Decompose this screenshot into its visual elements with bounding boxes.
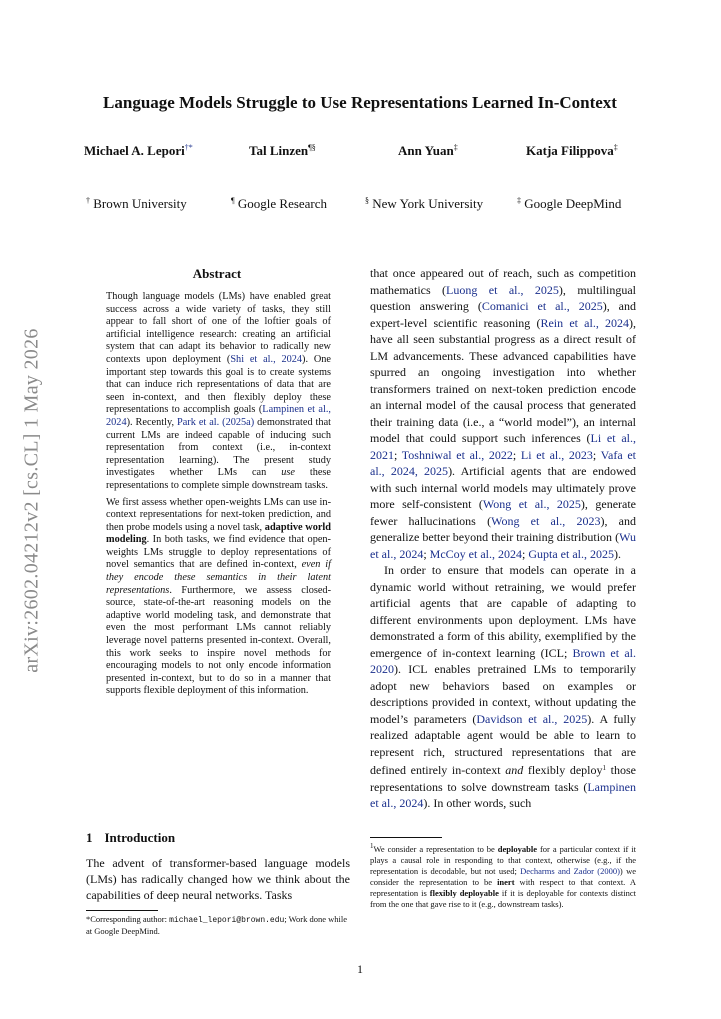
abstract-body bbox=[106, 291, 331, 702]
abstract-paragraph: Though language models (LMs) have enabled great success across a wide variety of tasks, they still appear to fall short of one of the loftier goals of artificial intelligence research: creating an artificial system that can adapt its behavior to radically new contexts upon deployment (Shi et al., 2024). One important step towards this goal is to create systems that can induce rich representations of data that are seen in-context, and then flexibly deploy these representations to accomplish goals (Lampinen et al., 2024). Recently, Park et al. (2025a) demonstrated that current LMs are indeed capable of inducing such representation from context (i.e., in-context representation learning). The present study investigates whether LMs can use these representations to complete simple downstream tasks. bbox=[106, 291, 331, 491]
citation-link[interactable]: McCoy et al., 2024 bbox=[429, 546, 522, 561]
citation-link[interactable]: Li et al., 2021 bbox=[370, 431, 636, 462]
email-address: michael_lepori@brown.edu bbox=[169, 916, 285, 925]
citation-link[interactable]: Luong et al., 2025 bbox=[446, 282, 559, 297]
affiliation: † Brown University bbox=[86, 196, 187, 211]
citation-link[interactable]: Vafa et al., 2024, 2025 bbox=[370, 447, 636, 478]
footnote-rule bbox=[370, 837, 442, 838]
citation-link[interactable]: Davidson et al., 2025 bbox=[476, 711, 588, 726]
author: Ann Yuan‡ bbox=[398, 143, 458, 158]
paper-title: Language Models Struggle to Use Representations Learned In-Context bbox=[103, 93, 617, 112]
citation-link[interactable]: Shi et al., 2024 bbox=[230, 353, 303, 365]
abstract-heading: Abstract bbox=[192, 266, 242, 281]
footnote-rule bbox=[86, 910, 158, 911]
author: Katja Filippova‡ bbox=[526, 143, 618, 158]
citation-link[interactable]: Wong et al., 2025 bbox=[482, 497, 581, 511]
citation-link[interactable]: Decharms and Zador (2000) bbox=[520, 866, 620, 876]
abstract-paragraph: We first assess whether open-weights LMs can use in-context representations for next-token prediction, and then probe models using a novel task, adaptive world modeling. In both tasks, we find evidence that open-weights LMs struggle to deploy representations of novel semantics that are defined in-context, even if they encode these semantics in their latent representations. Furthermore, we assess closed-source, state-of-the-art reasoning models on the adaptive world modeling task, and demonstrate that even the most performant LMs cannot reliably leverage novel patterns presented in-context. Overall, this work seeks to inspire novel methods for encouraging models to not only encode information presented in-context, but to do so in a manner that supports flexible deployment of this information. bbox=[106, 496, 332, 697]
right-column-body bbox=[370, 265, 636, 812]
footnote-marker[interactable]: 1 bbox=[602, 764, 607, 772]
author: Tal Linzen¶§ bbox=[249, 143, 316, 158]
section-heading: 1 Introduction bbox=[86, 830, 176, 845]
citation-link[interactable]: Wu et al., 2024 bbox=[370, 530, 636, 561]
citation-link[interactable]: Comanici et al., 2025 bbox=[481, 299, 603, 313]
citation-link[interactable]: Brown et al. 2020 bbox=[370, 645, 636, 676]
arxiv-id-text: arXiv:2602.04212v2 [cs.CL] 1 May 2026 bbox=[20, 327, 43, 673]
footnote-corresponding: *Corresponding author: michael_lepori@brown.edu; Work done while at Google DeepMind. bbox=[86, 910, 350, 937]
author: Michael A. Lepori†* bbox=[84, 143, 193, 158]
citation-link[interactable]: Lampinen et al., 2024 bbox=[106, 404, 331, 428]
citation-link[interactable]: Li et al., 2023 bbox=[520, 447, 593, 462]
page-number: 1 bbox=[357, 962, 363, 976]
footnote-deployable: $^1$We consider a representation to be deployable for a particular context if it plays a causal role in responding to that context, otherwise (e.g., if the representation is decodable, but not used; Decharms and Zador (2000)) we consider the representation to be inert with respect to that context. A representation is flexibly deployable if it is deployable for contexts distinct from the one that gave rise to it (e.g., downstream tasks). bbox=[370, 837, 636, 910]
citation-link[interactable]: Lampinen et al., 2024 bbox=[370, 779, 636, 810]
affiliation: ‡ Google DeepMind bbox=[517, 196, 622, 211]
affiliation: § New York University bbox=[365, 196, 484, 211]
intro-paragraph-left: The advent of transformer-based language models (LMs) has radically changed how we think about the capabilities of deep neural networks. Tasks bbox=[86, 856, 350, 902]
arxiv-identifier bbox=[12, 300, 52, 700]
citation-link[interactable]: Gupta et al., 2025 bbox=[528, 546, 614, 561]
citation-link[interactable]: Park et al. (2025a) bbox=[177, 416, 255, 428]
citation-link[interactable]: Rein et al., 2024 bbox=[540, 315, 629, 330]
citation-link[interactable]: Wong et al., 2023 bbox=[491, 513, 601, 528]
body-paragraph: that once appeared out of reach, such as competition mathematics (Luong et al., 2025), multilingual question answering (Comanici et al., 2025), and expert-level scientific reasoning (Rein et al., 2024), have all seen substantial progress as a direct result of LM advancements. These advanced capabilities have spurred an ongoing investigation into whether transformers trained on next-token prediction encode an internal model of the causal process that generated their training data (i.e., a “world model”), an internal model that could support such inferences (Li et al., 2021; Toshniwal et al., 2022; Li et al., 2023; Vafa et al., 2024, 2025). Artificial agents that are endowed with such internal world models may ultimately prove more self-consistent (Wong et al., 2025), generate fewer hallucinations (Wong et al., 2023), and generalize better beyond their training distribution (Wu et al., 2024; McCoy et al., 2024; Gupta et al., 2025). bbox=[370, 266, 637, 561]
affiliation: ¶ Google Research bbox=[231, 196, 328, 211]
citation-link[interactable]: Toshniwal et al., 2022 bbox=[401, 447, 513, 462]
body-paragraph: In order to ensure that models can operate in a dynamic world without retraining, we would prefer artificial agents that are capable of adapting to different environments upon deployment. LMs have demonstrated a form of this ability, exemplified by the emergence of in-context learning (ICL; Brown et al. 2020). ICL enables pretrained LMs to temporarily adopt new behaviors based on examples or descriptions provided in context, without updating the model’s parameters (Davidson et al., 2025). A fully realized adaptable agent would be able to learn to represent rich, structured representations that are defined entirely in-context and flexibly deploy$^1$ those representations to solve downstream tasks (Lampinen et al., 2024). In other words, such bbox=[370, 563, 636, 810]
